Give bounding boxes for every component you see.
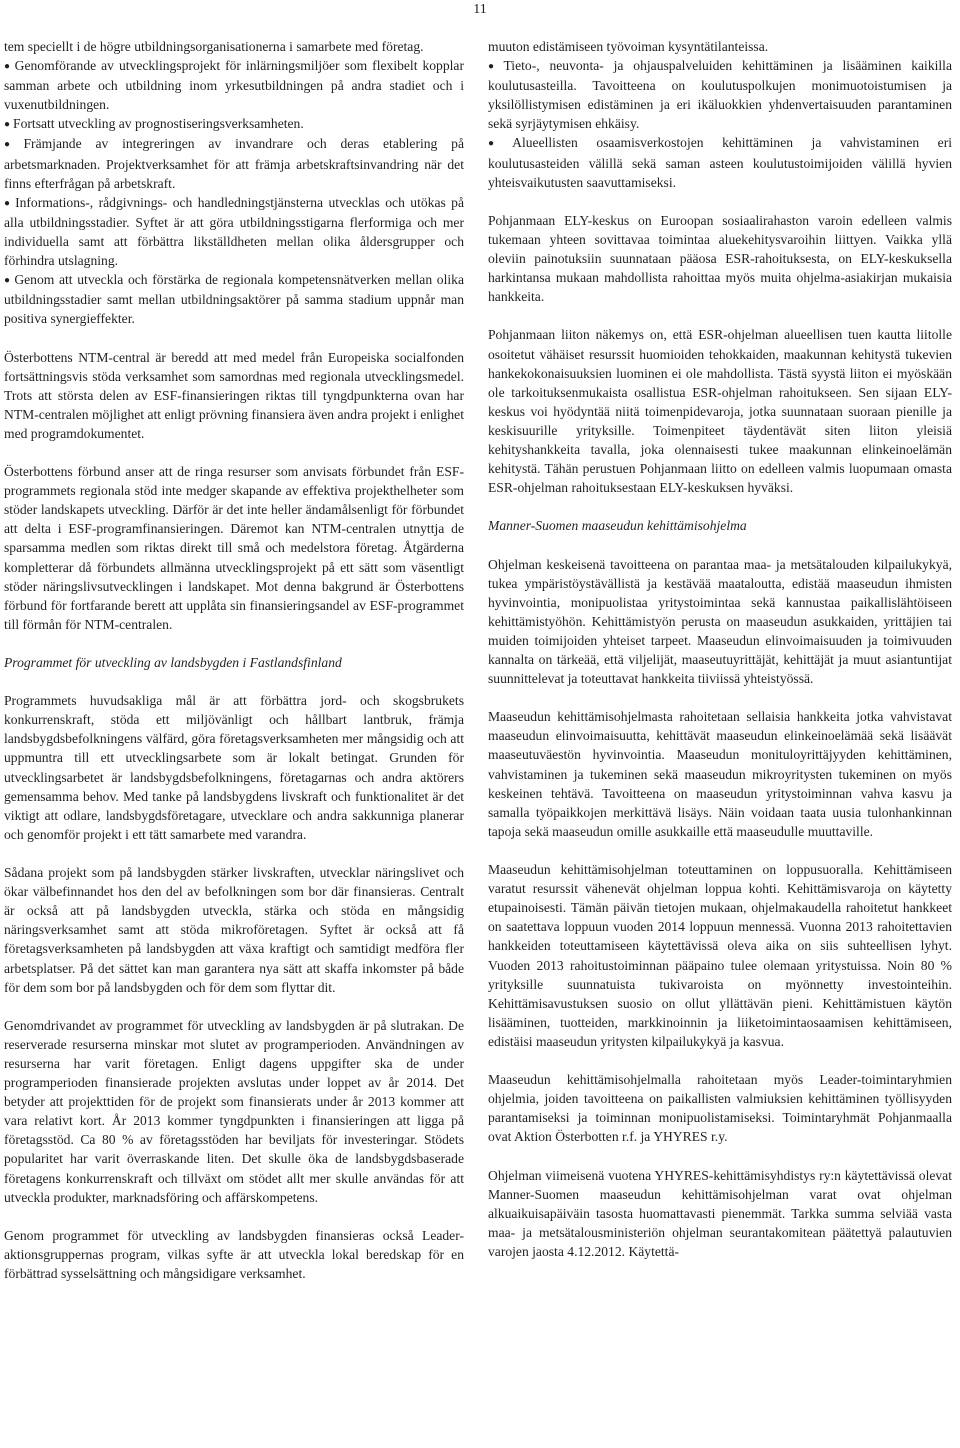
bullet-item — [4, 270, 464, 328]
paragraph: Genomdrivandet av programmet för utveckling av landsbygden är på slutrakan. De reserverade resurserna minskar mot slutet av programperioden. Användningen av resurserna har varit företagen. Enligt dagens uppgifter ska de under programperioden finansierade projekten avslutas under loppet av år 2014. Det betyder att projekttiden för de projekt som finansierats under år 2013 kommer att vara relativt kort. År 2013 kommer tyngdpunkten i finansieringen att ligga på företagsstöd. Ca 80 % av företagsstöden har beviljats för investeringar. Stödets popularitet har varit överraskande liten. Det skulle öka de landsbygdsbaserade företagens konkurrenskraft och tillväxt om stödet allt mer skulle användas för att utveckla produkter, marknadsföring och affärskompetens. — [4, 1017, 464, 1205]
left-column — [4, 37, 464, 1283]
bullet-item — [488, 133, 952, 191]
bullet-item — [4, 134, 464, 192]
paragraph: Österbottens NTM-central är beredd att med medel från Europeiska socialfonden fortsättningsvis stöda verksamhet som samordnas med regionala utvecklingsmedel. Trots att största delen av ESF-finansieringen riktas till tyngdpunkterna ovan har NTM-centralen möjlighet att enligt prövning finansiera även andra projekt i enlighet med programdokumentet. — [4, 349, 464, 441]
paragraph: Pohjanmaan liiton näkemys on, että ESR-ohjelman alueellisen tuen kautta liitolle osoitetut vähäiset resurssit huomioiden tehokkaiden, maakunnan kehitystä tukevien hankekokonaisuuksien luominen ei ole mahdollista. Tästä syystä liiton ei myöskään ole tarkoituksenmukaista osallistua ESR-ohjelman rahoitukseen. Sen sijaan ELY-keskus voi hyödyntää niitä toimenpidevaroja, jotka suunnataan suoraan pienille ja keskisuurille yrityksille. Toimenpiteet täydentävät siten liiton yleisiä kehityshankkeita tavalla, joka olennaisesti tukee maakunnan elinkeinoelämän kehitystä. Tähän perustuen Pohjanmaan liitto on edelleen valmis luopumaan omasta ESR-ohjelman rahoituksestaan ELY-keskuksen hyväksi. — [488, 327, 952, 496]
bullet-text: Genomförande av utvecklingsprojekt för inlärningsmiljöer som flexibelt kopplar samman arbete och utbildning inom yrkesutbildningen på andra stadiet och i vuxenutbildningen. — [4, 58, 464, 113]
bullet-text: Tieto-, neuvonta- ja ohjauspalveluiden kehittäminen ja lisääminen kaikilla koulutusasteilla. Tavoitteena on koulutuspolkujen monimuotoistumisen ja yksilöllistymisen edistäminen ja eri ikäluokkien yhdenvertaisuuden parantaminen sekä syrjäytymisen ehkäisy. — [488, 58, 952, 132]
bullet-icon: ● — [4, 139, 21, 151]
bullet-icon: ● — [488, 138, 510, 150]
paragraph: Ohjelman viimeisenä vuotena YHYRES-kehittämisyhdistys ry:n käytettävissä olevat Manner-Suomen maaseudun kehittämisohjelman varat ovat ohjelman alkuaikuisapäiväin tasosta huomattavasti pienemmät. Tarkka summa selviää vasta maa- ja metsätalousministeriön ohjelman seurantakomitean päätettyä palautuvien varojen jaosta 4.12.2012. Käytettä- — [488, 1167, 952, 1259]
bullet-icon: ● — [488, 61, 501, 73]
paragraph: Maaseudun kehittämisohjelmasta rahoitetaan sellaisia hankkeita jotka vahvistavat maaseudun elinvoimaisuutta, kehittävät maaseudun elinkeinoelämää sekä lisäävät maaseutuväestön hyvinvointia. Maaseudun monituloyrittäjyyden kehittäminen, vahvistaminen ja tukeminen sekä maaseudun mikroyritysten tukeminen on myös keskeinen tehtävä. Tavoitteena on maaseudun yritystoiminnan vahva kasvu ja samalla työpaikkojen merkittävä lisäys. Näin voidaan taata uusia tulonhankinnan tapoja sekä maaseudun omille asukkaille että maaseudulle muuttaville. — [488, 709, 952, 839]
paragraph: Maaseudun kehittämisohjelmalla rahoitetaan myös Leader-toimintaryhmien ohjelmia, joiden tavoitteena on paikallisten valmiuksien kehittäminen työllisyyden parantamiseksi ja toiminnan monipuolistamiseksi. Toimintaryhmät Pohjanmaalla ovat Aktion Österbotten r.f. ja YHYRES r.y. — [488, 1072, 952, 1145]
bullet-icon: ● — [4, 197, 13, 209]
paragraph: Genom programmet för utveckling av landsbygden finansieras också Leader-aktionsgruppernas program, vilkas syfte är att utveckla lokal beredskap för en förbättrad sysselsättning och mångsidigare verksamhet. — [4, 1227, 464, 1281]
page-number: 11 — [473, 2, 487, 17]
section-heading: Manner-Suomen maaseudun kehittämisohjelma — [488, 518, 747, 534]
paragraph: Programmets huvudsakliga mål är att förbättra jord- och skogsbrukets konkurrenskraft, stöda ett miljövänligt och hållbart lantbruk, främja landsbygdsbefolkningens välfärd, göra företagsverksamheten mer mångsidig och att uppmuntra till ett utvecklingsarbete som är lokalt betingat. Grunden för utvecklingsarbetet är landsbygdsbefolkningens, företagarnas och andra aktörers gemensamma behov. Med tanke på landsbygdens livskraft och funktionalitet är det viktigt att odlare, landsbygdsföretagare, utvecklare och andra sakkunniga planerar och genomför projekt i ett tätt samarbete med varandra. — [4, 693, 464, 842]
bullet-item — [488, 56, 952, 133]
bullet-text: Fortsatt utveckling av prognostiseringsverksamheten. — [13, 116, 304, 132]
paragraph: Pohjanmaan ELY-keskus on Euroopan sosiaalirahaston varoin edelleen valmis tukemaan yhteen sovittavaa toimintaa aluekehitysvaroihin liittyen. Vaikka yllä oleviin painotuksiin suunnataan pääosa ESR-rahoituksesta, on ELY-keskuksella harkintansa mukaan mahdollista rahoittaa myös muita ohjelma-asiakirjan mukaisia hankkeita. — [488, 212, 952, 305]
bullet-icon: ● — [4, 119, 11, 131]
bullet-icon: ● — [4, 275, 12, 287]
bullet-item — [4, 56, 464, 114]
bullet-icon: ● — [4, 61, 12, 73]
paragraph: muuton edistämiseen työvoiman kysyntätilanteissa. — [488, 39, 769, 54]
paragraph: Österbottens förbund anser att de ringa resurser som anvisats förbundet från ESF-programmets regionala stöd inte medger skapande av effektiva projekthelheter som stöder landskapets utveckling. Därför är det inte heller ändamålsenligt för förbundet att delta i ESF-programfinansieringen. Däremot kan NTM-centralen utnyttja de sparsamma medlen som riktas direkt till små och medelstora företag. Åtgärderna kompletterar då förbundets allmänna utvecklingsprojekt på ett sätt som väsentligt stöder näringslivsutvecklingen i landskapet. Mot denna bakgrund är Österbottens förbund för fortfarande berett att upplåta sin finansieringsandel av ESF-programmet till förmån för NTM-centralen. — [4, 464, 464, 632]
bullet-text: Främjande av integreringen av invandrare och deras etablering på arbetsmarknaden. Projektverksamhet för att främja arbetskraftsinvandring när det finns efterfrågan på arbetskraft. — [4, 136, 464, 191]
paragraph: Maaseudun kehittämisohjelman toteuttaminen on loppusuoralla. Kehittämiseen varatut resurssit vähenevät ohjelman loppua kohti. Kehittämisvaroja on käytetty etupainoisesti. Tämän päivän tietojen mukaan, ohjelmakaudella rahoitetut hankkeet on saatettava loppuun vuoden 2014 loppuun mennessä. Vuonna 2013 rahoitettavien hankkeiden toteuttamiseen käytettävissä oleva aika on siis suhteellisen lyhyt. Vuoden 2013 rahoitustoiminnan pääpaino tulee olemaan yritystuissa. Noin 80 % yrityksille suunnatuista tukivaroista on myönnetty investointeihin. Kehittämisavustuksen suosio on ollut yllättävän pieni. Kehittämistuen käytön lisääminen, tuotteiden, markkinoinnin ja liiketoimintaosaamisen kehittämiseen, edistäisi maaseudun yritysten kilpailukykyä ja kasvua. — [488, 862, 952, 1049]
paragraph: tem speciellt i de högre utbildningsorganisationerna i samarbete med företag. — [4, 39, 424, 54]
paragraph: Ohjelman keskeisenä tavoitteena on parantaa maa- ja metsätalouden kilpailukykyä, tukea ympäristöystävällistä ja kestävää maataloutta, edistää maaseudun ihmisten hyvinvointia, monipuolistaa yritystoimintaa sekä kannustaa paikallislähtöiseen kehittämistyöhön. Kehittämistyön perusta on maaseudun asukkaiden, yrittäjien tai muiden toimijoiden yhteiset tarpeet. Maaseudun elinvoimaisuuden ja toimivuuden kannalta on tärkeää, että viljelijät, maaseutuyrittäjät, kehittäjät ja muut asiantuntijat suunnittelevat ja toteuttavat hankkeita tiiviissä yhteistyössä. — [488, 556, 952, 687]
right-column — [488, 37, 952, 1261]
bullet-text: Genom att utveckla och förstärka de regionala kompetensnätverken mellan olika utbildningsstadier samt mellan utbildningsaktörer på samma stadium uppnår man positiva synergieffekter. — [4, 272, 464, 327]
bullet-item — [4, 193, 464, 270]
section-heading: Programmet för utveckling av landsbygden i Fastlandsfinland — [4, 655, 342, 670]
bullet-text: Informations-, rådgivnings- och handledningstjänsterna utvecklas och utökas på alla utbildningsstadier. Syftet är att göra utbildningsstigarna flerformiga och mer individuella samt att förbättra likställdheten mellan olika åldersgrupper och förhindra utslagning. — [4, 194, 465, 269]
bullet-text: Alueellisten osaamisverkostojen kehittäminen ja vahvistaminen eri koulutusasteiden välillä sekä saman asteen koulutustoimijoiden välillä hyvien yhteisvaikutusten saavuttamiseksi. — [488, 135, 952, 190]
paragraph: Sådana projekt som på landsbygden stärker livskraften, utvecklar näringslivet och ökar välbefinnandet hos den del av befolkningen som bor där finansieras. Centralt är också att på landsbygden utveckla, stärka och stöda en mångsidig näringsverksamhet samt att stöda mikroföretagen. Syftet är också att få företagsverksamheten på landsbygden att växa kraftigt och samtidigt medföra fler arbetsplatser. På det sättet kan man garantera nya sätt att skaffa inkomster på både för dem som bor på landsbygden och för dem som flyttar dit. — [4, 865, 464, 995]
bullet-item — [4, 114, 464, 134]
